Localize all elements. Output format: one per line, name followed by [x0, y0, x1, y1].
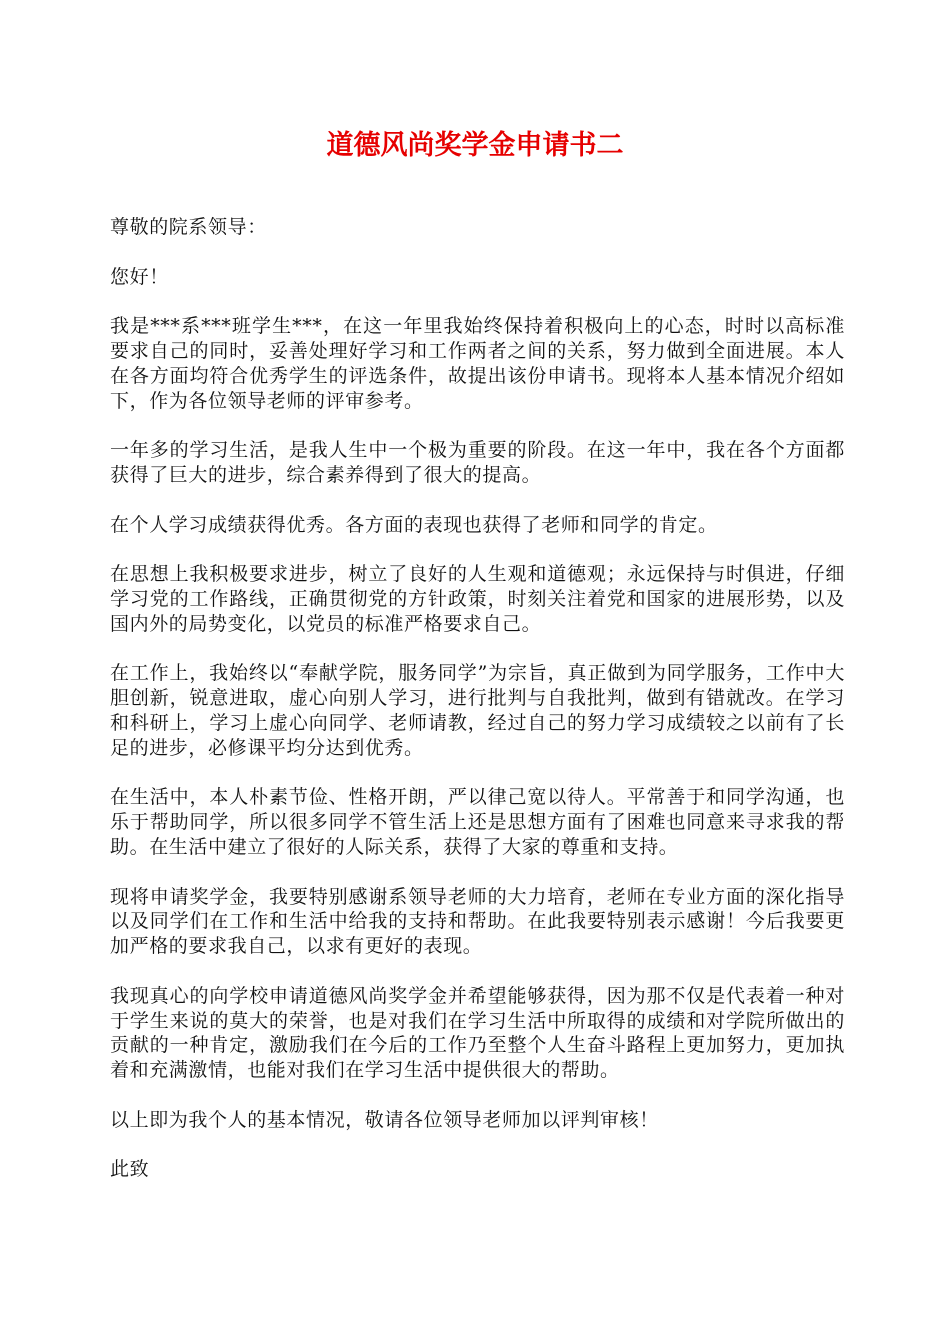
paragraph-work: 在工作上，我始终以“奉献学院，服务同学”为宗旨，真正做到为同学服务，工作中大胆创新，锐意进取，虚心向别人学习，进行批判与自我批判，做到有错就改。在学习和科研上，学习上虚心向同学、老师请教，经过自己的努力学习成绩较之以前有了长足的进步，必修课平均分达到优秀。 — [110, 662, 845, 759]
paragraph-study-life: 一年多的学习生活，是我人生中一个极为重要的阶段。在这一年中，我在各个方面都获得了巨大的进步，综合素养得到了很大的提高。 — [110, 439, 845, 486]
salutation: 尊敬的院系领导： — [110, 216, 267, 238]
paragraph-application: 我现真心的向学校申请道德风尚奖学金并希望能够获得，因为那不仅是代表着一种对于学生来说的莫大的荣誉，也是对我们在学习生活中所取得的成绩和对学院所做出的贡献的一种肯定，激励我们在今后的工作乃至整个人生奋斗路程上更加努力，更加执着和充满激情，也能对我们在学习生活中提供很大的帮助。 — [110, 984, 845, 1082]
greeting: 您好！ — [110, 265, 169, 288]
paragraph-ideology: 在思想上我积极要求进步，树立了良好的人生观和道德观；永远保持与时俱进，仔细学习党的工作路线，正确贯彻党的方针政策，时刻关注着党和国家的进展形势，以及国内外的局势变化，以党员的标准严格要求自己。 — [110, 563, 845, 635]
document-body — [110, 215, 845, 1207]
paragraph-thanks: 现将申请奖学金，我要特别感谢系领导老师的大力培育，老师在专业方面的深化指导以及同学们在工作和生活中给我的支持和帮助。在此我要特别表示感谢！今后我要更加严格的要求我自己，以求有更好的表现。 — [110, 885, 845, 958]
document-title: 道德风尚奖学金申请书二 — [326, 130, 624, 161]
paragraph-life: 在生活中，本人朴素节俭、性格开朗，严以律己宽以待人。平常善于和同学沟通，也乐于帮助同学，所以很多同学不管生活上还是思想方面有了困难也同意来寻求我的帮助。在生活中建立了很好的人际关系，获得了大家的尊重和支持。 — [110, 786, 845, 858]
paragraph-closing: 以上即为我个人的基本情况，敬请各位领导老师加以评判审核！ — [110, 1108, 659, 1131]
paragraph-intro: 我是***系***班学生***，在这一年里我始终保持着积极向上的心态，时时以高标准要求自己的同时，妥善处理好学习和工作两者之间的关系，努力做到全面进展。本人在各方面均符合优秀学生的评选条件，故提出该份申请书。现将本人基本情况介绍如下，作为各位领导老师的评审参考。 — [110, 315, 845, 412]
sign-off: 此致 — [110, 1158, 150, 1181]
paragraph-grades: 在个人学习成绩获得优秀。各方面的表现也获得了老师和同学的肯定。 — [110, 513, 718, 536]
